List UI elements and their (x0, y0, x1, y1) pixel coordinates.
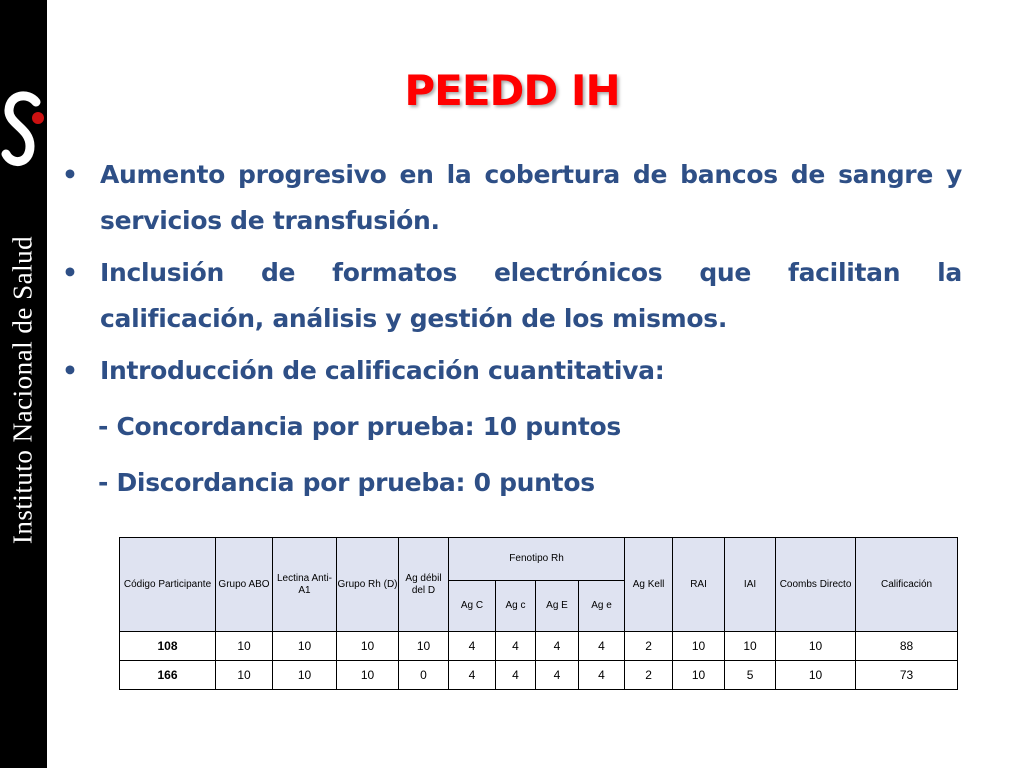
header-fen-E: Ag E (536, 581, 579, 632)
bullet-item: • Inclusión de formatos electrónicos que facilitan la calificación, análisis y gestión de los mismos. (62, 250, 962, 342)
cell-fen-c: 4 (496, 661, 536, 690)
header-rai: RAI (673, 538, 725, 632)
header-iai: IAI (725, 538, 776, 632)
cell-iai: 5 (725, 661, 776, 690)
header-calificacion: Calificación (856, 538, 958, 632)
header-lectina: Lectina Anti-A1 (273, 538, 337, 632)
cell-codigo: 166 (120, 661, 216, 690)
sub-item: - Discordancia por prueba: 0 puntos (98, 468, 595, 497)
scores-table (119, 537, 958, 690)
cell-codigo: 108 (120, 632, 216, 661)
sub-item: - Concordancia por prueba: 10 puntos (98, 412, 621, 441)
cell-rh: 10 (337, 661, 399, 690)
header-coombs: Coombs Directo (776, 538, 856, 632)
header-abo: Grupo ABO (216, 538, 273, 632)
cell-rai: 10 (673, 632, 725, 661)
header-debil: Ag débil del D (399, 538, 449, 632)
cell-fen-e: 4 (579, 632, 625, 661)
cell-iai: 10 (725, 632, 776, 661)
bullet-item: • Introducción de calificación cuantitativa: (62, 348, 962, 394)
header-rh: Grupo Rh (D) (337, 538, 399, 632)
institution-name: Instituto Nacional de Salud (7, 235, 38, 545)
cell-fen-C: 4 (449, 661, 496, 690)
cell-fen-C: 4 (449, 632, 496, 661)
cell-fen-E: 4 (536, 632, 579, 661)
table-row (120, 661, 958, 690)
cell-lectina: 10 (273, 661, 337, 690)
cell-abo: 10 (216, 632, 273, 661)
cell-calificacion: 73 (856, 661, 958, 690)
bullet-item: • Aumento progresivo en la cobertura de bancos de sangre y servicios de transfusión. (62, 152, 962, 244)
cell-kell: 2 (625, 661, 673, 690)
cell-fen-e: 4 (579, 661, 625, 690)
header-fen-e: Ag e (579, 581, 625, 632)
cell-calificacion: 88 (856, 632, 958, 661)
header-fen-c: Ag c (496, 581, 536, 632)
cell-lectina: 10 (273, 632, 337, 661)
cell-abo: 10 (216, 661, 273, 690)
cell-fen-E: 4 (536, 661, 579, 690)
cell-coombs: 10 (776, 661, 856, 690)
cell-kell: 2 (625, 632, 673, 661)
cell-debil: 10 (399, 632, 449, 661)
header-kell: Ag Kell (625, 538, 673, 632)
cell-coombs: 10 (776, 632, 856, 661)
cell-fen-c: 4 (496, 632, 536, 661)
sidebar (0, 0, 47, 768)
cell-rai: 10 (673, 661, 725, 690)
header-codigo: Código Participante (120, 538, 216, 632)
slide-title: PEEDD IH (404, 66, 620, 115)
cell-debil: 0 (399, 661, 449, 690)
cell-rh: 10 (337, 632, 399, 661)
table-row (120, 632, 958, 661)
bullet-list (62, 152, 962, 506)
header-fen-C: Ag C (449, 581, 496, 632)
header-fenotipo: Fenotipo Rh (449, 538, 625, 581)
